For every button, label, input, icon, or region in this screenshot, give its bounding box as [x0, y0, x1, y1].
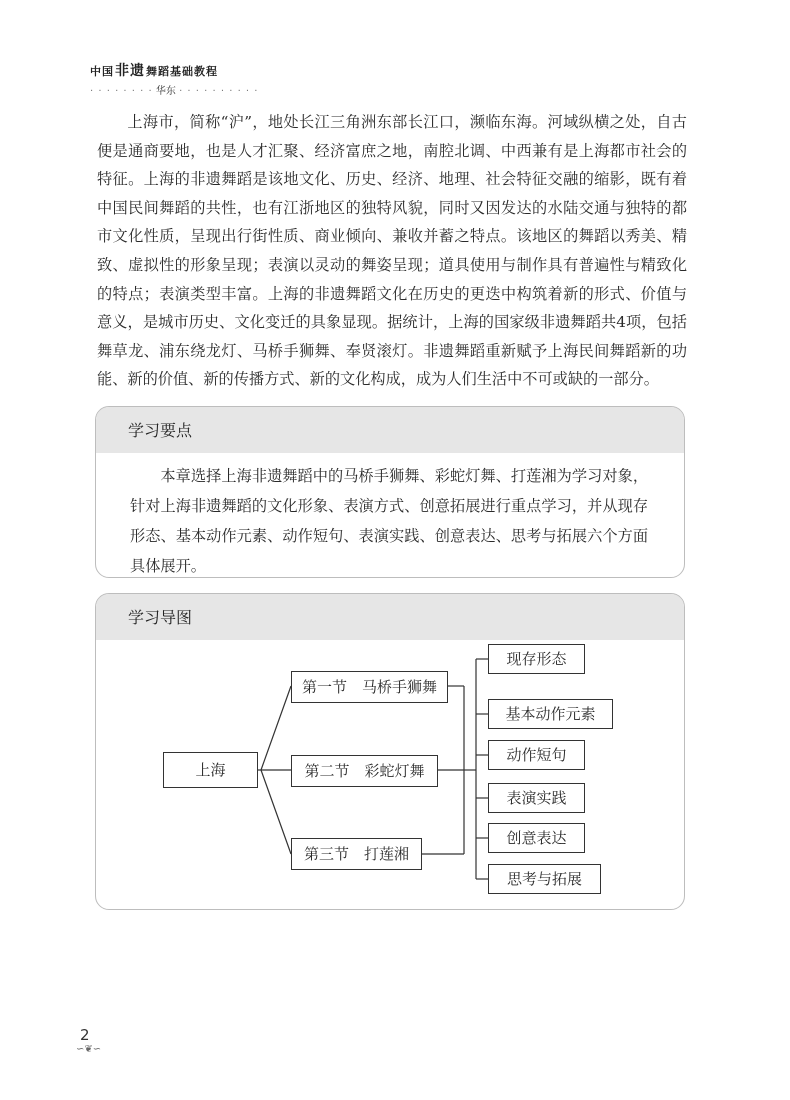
book-title-suffix: 舞蹈基础教程 [146, 65, 218, 78]
header-dots-left: · · · · · · · · [90, 86, 153, 97]
mind-map-section-1: 第一节 马桥手狮舞 [291, 671, 448, 703]
book-title [90, 60, 258, 80]
page-number: 2 [80, 1026, 90, 1044]
key-points-title: 学习要点 [96, 407, 684, 453]
intro-paragraph: 上海市，简称“沪”，地处长江三角洲东部长江口，濒临东海。河域纵横之处，自古便是通商要地，也是人才汇聚、经济富庶之地，南腔北调、中西兼有是上海都市社会的特征。上海的非遗舞蹈是该地文化、历史、经济、地理、社会特征交融的缩影，既有着中国民间舞蹈的共性，也有江浙地区的独特风貌，同时又因发达的水陆交通与独特的都市文化性质，呈现出行街性质、商业倾向、兼收并蓄之特点。该地区的舞蹈以秀美、精致、虚拟性的形象呈现；表演以灵动的舞姿呈现；道具使用与制作具有普遍性与精致化的特点；表演类型丰富。上海的非遗舞蹈文化在历史的更迭中构筑着新的形式、价值与意义，是城市历史、文化变迁的具象显现。据统计，上海的国家级非遗舞蹈共4项，包括舞草龙、浦东绕龙灯、马桥手狮舞、奉贤滚灯。非遗舞蹈重新赋予上海民间舞蹈新的功能、新的价值、新的传播方式、新的文化构成，成为人们生活中不可或缺的一部分。 [97, 113, 687, 389]
key-points-box [95, 406, 685, 578]
header-dots-right: · · · · · · · · · · [179, 86, 259, 97]
mind-map-section-3: 第三节 打莲湘 [291, 838, 422, 870]
mind-map-aspect-2: 基本动作元素 [488, 699, 613, 729]
feiyi-logo: 非遗 [115, 63, 145, 79]
mind-map-root: 上海 [163, 752, 258, 788]
page-ornament-icon: ∽❦∽ [76, 1044, 102, 1055]
intro-text [97, 108, 687, 394]
mind-map-title: 学习导图 [96, 594, 684, 640]
mind-map-aspect-6: 思考与拓展 [488, 864, 601, 894]
book-title-prefix: 中国 [90, 65, 114, 78]
mind-map-aspect-4: 表演实践 [488, 783, 585, 813]
mind-map-aspect-5: 创意表达 [488, 823, 585, 853]
mind-map-section-2: 第二节 彩蛇灯舞 [291, 755, 438, 787]
region-label: 华东 [155, 86, 176, 97]
mind-map-aspect-3: 动作短句 [488, 740, 585, 770]
running-header [90, 60, 258, 97]
key-points-paragraph: 本章选择上海非遗舞蹈中的马桥手狮舞、彩蛇灯舞、打莲湘为学习对象，针对上海非遗舞蹈的文化形象、表演方式、创意拓展进行重点学习，并从现存形态、基本动作元素、动作短句、表演实践、创意表达、思考与拓展六个方面具体展开。 [130, 467, 648, 575]
mind-map-aspect-1: 现存形态 [488, 644, 585, 674]
mind-map-box [95, 593, 685, 910]
region-subtitle [90, 82, 258, 97]
